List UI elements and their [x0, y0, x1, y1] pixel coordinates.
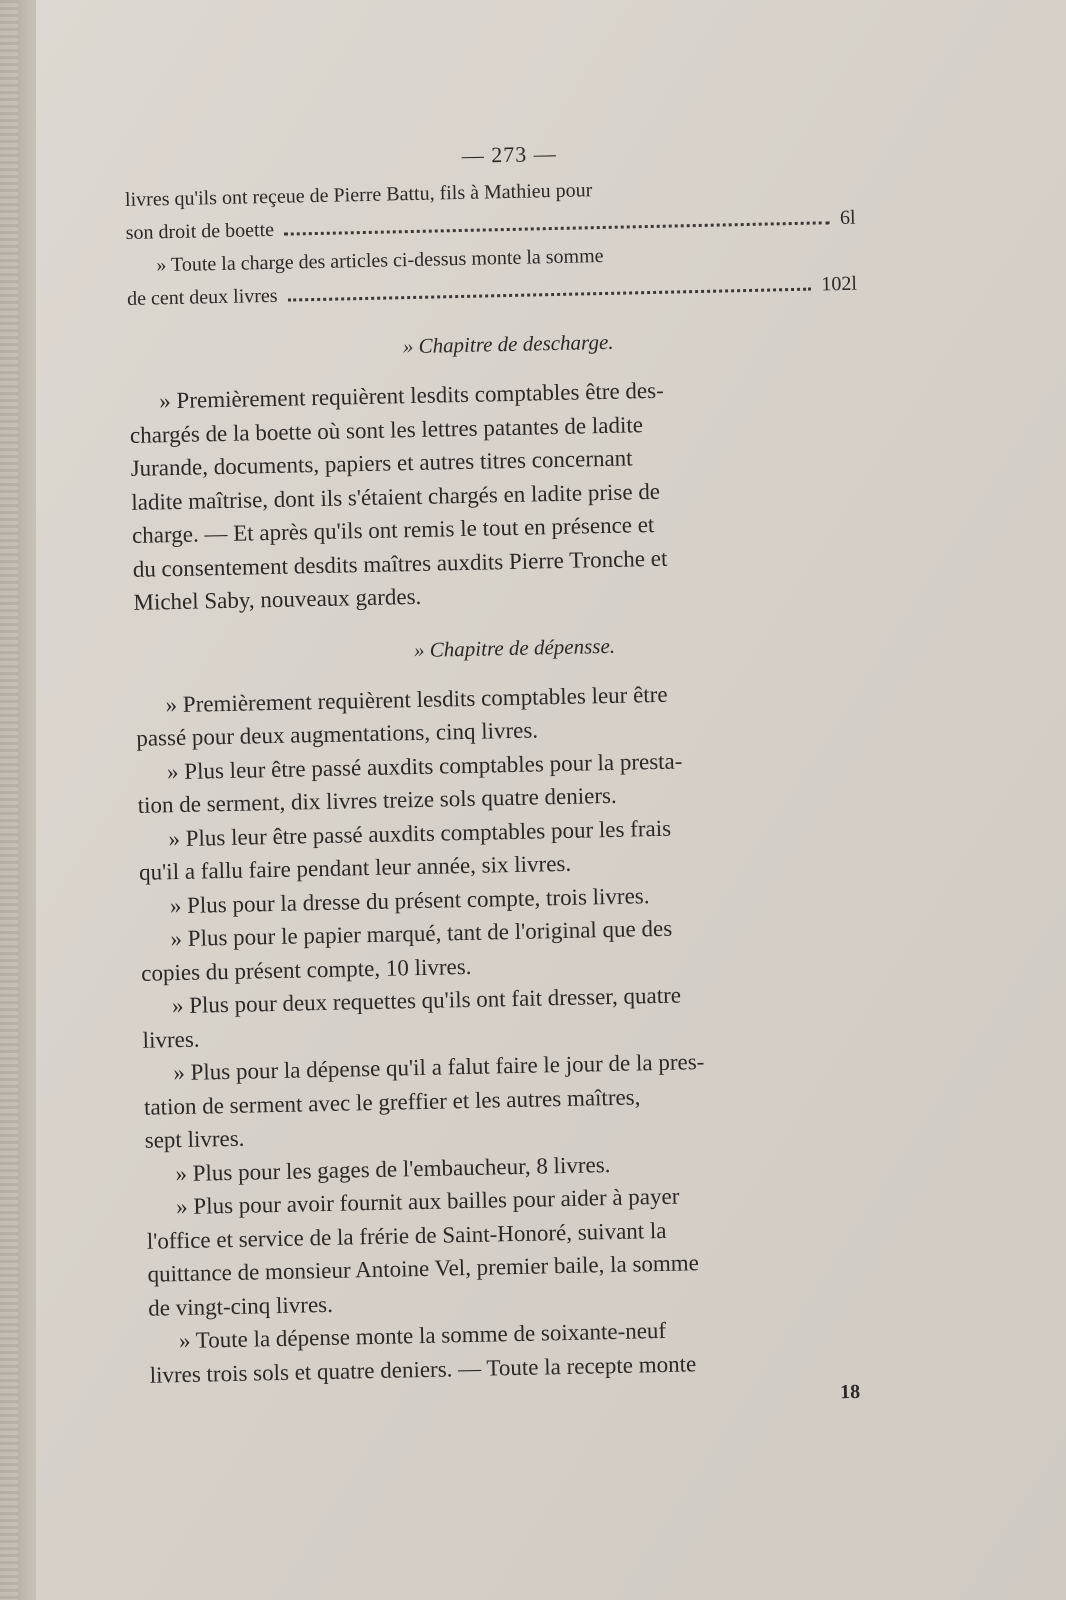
- text-line: tion de serment, dix livres treize sols quatre deniers.: [137, 782, 617, 818]
- text-line: » Toute la charge des articles ci-dessus monte la somme: [156, 244, 604, 277]
- text-line: » Premièrement requièrent lesdits comptables leur être: [165, 681, 668, 717]
- text-line: passé pour deux augmentations, cinq livres.: [136, 717, 539, 751]
- text-line: » Premièrement requièrent lesdits comptables être des-: [158, 377, 664, 414]
- text-line: sept livres.: [144, 1125, 245, 1153]
- text-line: » Plus pour la dépense qu'il a falut faire le jour de la pres-: [173, 1049, 705, 1086]
- text-line: Michel Saby, nouveaux gardes.: [133, 583, 422, 615]
- text-line: qu'il a fallu faire pendant leur année, six livres.: [138, 850, 572, 885]
- text-line: » Toute la dépense monte la somme de soixante-neuf: [178, 1317, 667, 1354]
- text-line: » Plus pour les gages de l'embaucheur, 8 livres.: [175, 1151, 611, 1186]
- text-line: ladite maîtrise, dont ils s'étaient chargés en ladite prise de: [131, 478, 661, 515]
- text-line: quittance de monsieur Antoine Vel, premier baile, la somme: [147, 1250, 700, 1287]
- text-line: de vingt-cinq livres.: [147, 1291, 334, 1321]
- chapter-depensse-body: [135, 673, 880, 1392]
- text-line: chargés de la boette où sont les lettres patantes de ladite: [129, 411, 644, 448]
- text-line: » Plus pour deux requettes qu'ils ont fait dresser, quatre: [171, 982, 682, 1019]
- text-line: tation de serment avec le greffier et les autres maîtres,: [143, 1083, 641, 1120]
- text-line: livres.: [142, 1026, 200, 1053]
- receipt-section: [125, 169, 858, 316]
- page-text-block: [124, 135, 880, 1419]
- text-line: » Plus pour la dresse du présent compte, trois livres.: [169, 882, 650, 918]
- facing-page-edge: [0, 0, 18, 1600]
- book-page: [36, 0, 1066, 1600]
- text-line: » Plus pour avoir fournit aux bailles pour aider à payer: [175, 1183, 680, 1220]
- entry-label: de cent deux livres: [126, 284, 278, 310]
- text-line: l'office et service de la frérie de Saint-Honoré, suivant la: [146, 1217, 667, 1254]
- text-line: charge. — Et après qu'ils ont remis le tout en présence et: [131, 511, 655, 548]
- entry-amount: 6l: [839, 206, 856, 230]
- signature-mark: 18: [839, 1380, 861, 1404]
- text-line: livres qu'ils ont reçeue de Pierre Battu, fils à Mathieu pour: [124, 179, 593, 211]
- chapter-heading-depensse: » Chapitre de dépensse.: [413, 633, 616, 662]
- text-line: livres trois sols et quatre deniers. — Toute la recepte monte: [149, 1350, 697, 1388]
- entry-label: son droit de boette: [125, 218, 275, 244]
- text-line: » Plus pour le papier marqué, tant de l'original que des: [170, 915, 673, 952]
- entry-amount: 102l: [821, 272, 858, 296]
- text-line: » Plus leur être passé auxdits comptables pour les frais: [168, 815, 672, 851]
- page-number: — 273 —: [461, 140, 557, 168]
- text-line: du consentement desdits maîtres auxdits Pierre Tronche et: [132, 545, 668, 582]
- chapter-heading-descharge: » Chapitre de descharge.: [402, 329, 614, 359]
- text-line: Jurande, documents, papiers et autres titres concernant: [130, 445, 633, 481]
- text-line: » Plus leur être passé auxdits comptables pour la presta-: [166, 747, 683, 784]
- text-line: copies du présent compte, 10 livres.: [140, 953, 472, 986]
- chapter-descharge-body: [129, 370, 864, 620]
